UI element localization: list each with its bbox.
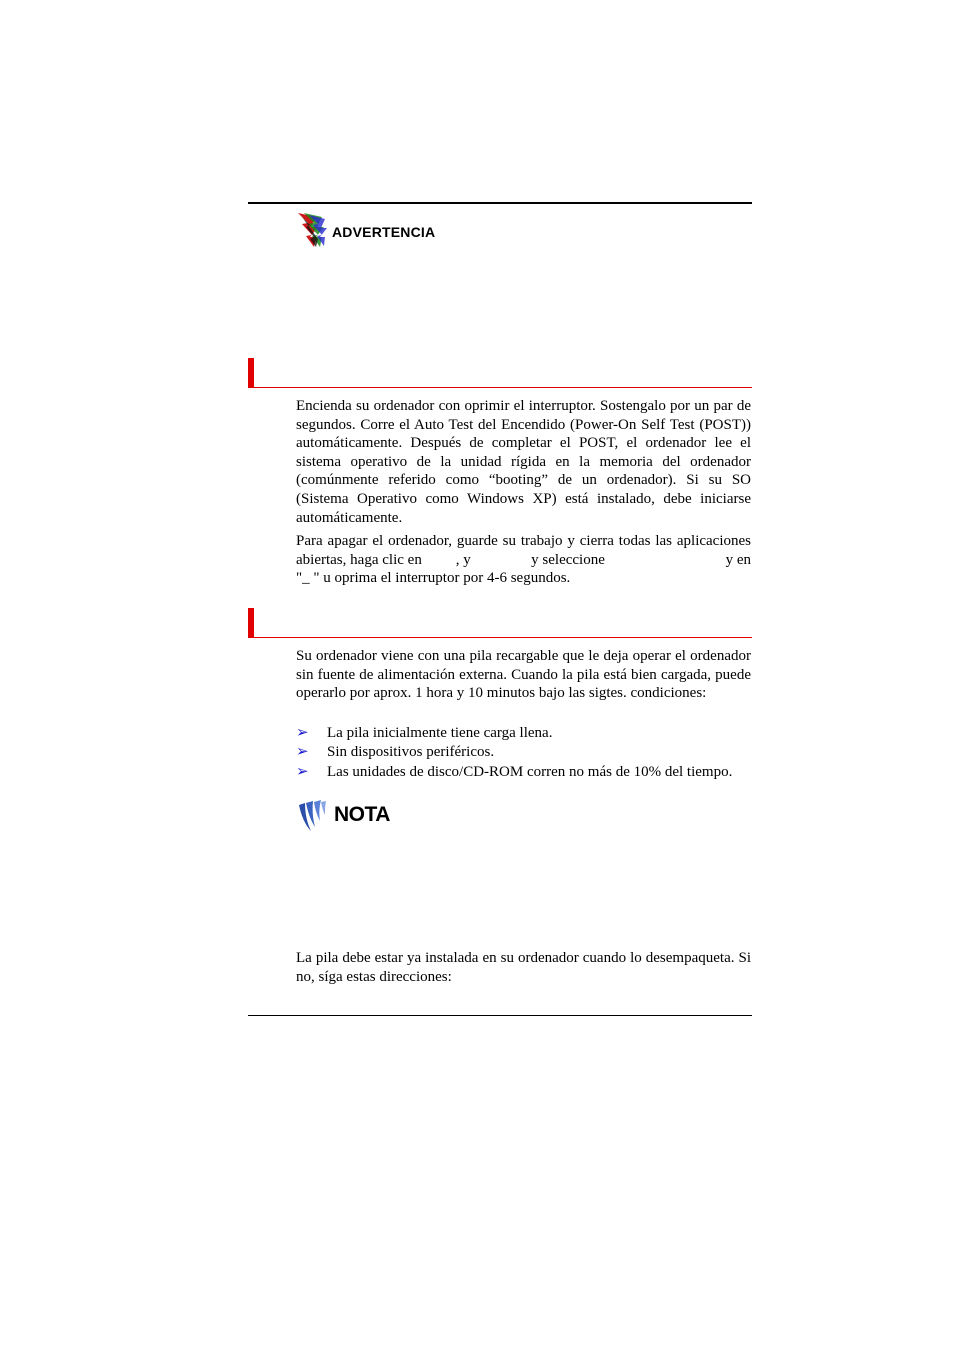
section-heading-battery: [248, 608, 752, 638]
list-item: [296, 743, 751, 762]
section-marker: [248, 608, 254, 638]
list-item: [296, 763, 751, 782]
bullet-arrow-icon: ➢: [296, 725, 309, 741]
section-marker: [248, 358, 254, 388]
list-item-text: Las unidades de disco/CD-ROM corren no más de 10% del tiempo.: [327, 764, 733, 780]
list-item-text: Sin dispositivos periféricos.: [327, 744, 495, 760]
section-underline: [248, 387, 752, 388]
battery-paragraph: Su ordenador viene con una pila recargable que le deja operar el ordenador sin fuente de alimentación externa. Cuando la pila está bien cargada, puede operarlo por aprox. 1 hora y 10 minutos bajo las sigtes. condiciones:: [296, 648, 751, 702]
section-heading-power: [248, 358, 752, 388]
section-underline: [248, 637, 752, 638]
install-paragraph: La pila debe estar ya instalada en su ordenador cuando lo desempaqueta. Si no, síga estas direcciones:: [296, 950, 751, 985]
power-paragraph-1: Encienda su ordenador con oprimir el interruptor. Sostengalo por un par de segundos. Corre el Auto Test del Encendido (Power-On Self Test (POST)) automáticamente. Después de completar el POST, el ordenador lee el sistema operativo de la unidad rígida en la memoria del ordenador (comúnmente referido como “booting” de un ordenador). Si su SO (Sistema Operativo como Windows XP) está instalado, debe iniciarse automáticamente.: [296, 398, 751, 526]
note-quill-icon: [297, 799, 327, 833]
warning-arrows-icon: [296, 211, 328, 249]
bullet-arrow-icon: ➢: [296, 744, 309, 760]
top-rule: [248, 202, 752, 204]
note-label: NOTA: [334, 803, 390, 826]
list-item-text: La pila inicialmente tiene carga llena.: [327, 725, 553, 741]
bullet-arrow-icon: ➢: [296, 764, 309, 780]
power-paragraph-2: Para apagar el ordenador, guarde su trabajo y cierra todas las aplicaciones abiertas, haga clic en , y y seleccione y en "_ " u oprima el interruptor por 4-6 segundos.: [296, 533, 755, 587]
bottom-rule: [248, 1015, 752, 1016]
list-item: [296, 724, 751, 743]
warning-label: ADVERTENCIA: [332, 224, 436, 240]
